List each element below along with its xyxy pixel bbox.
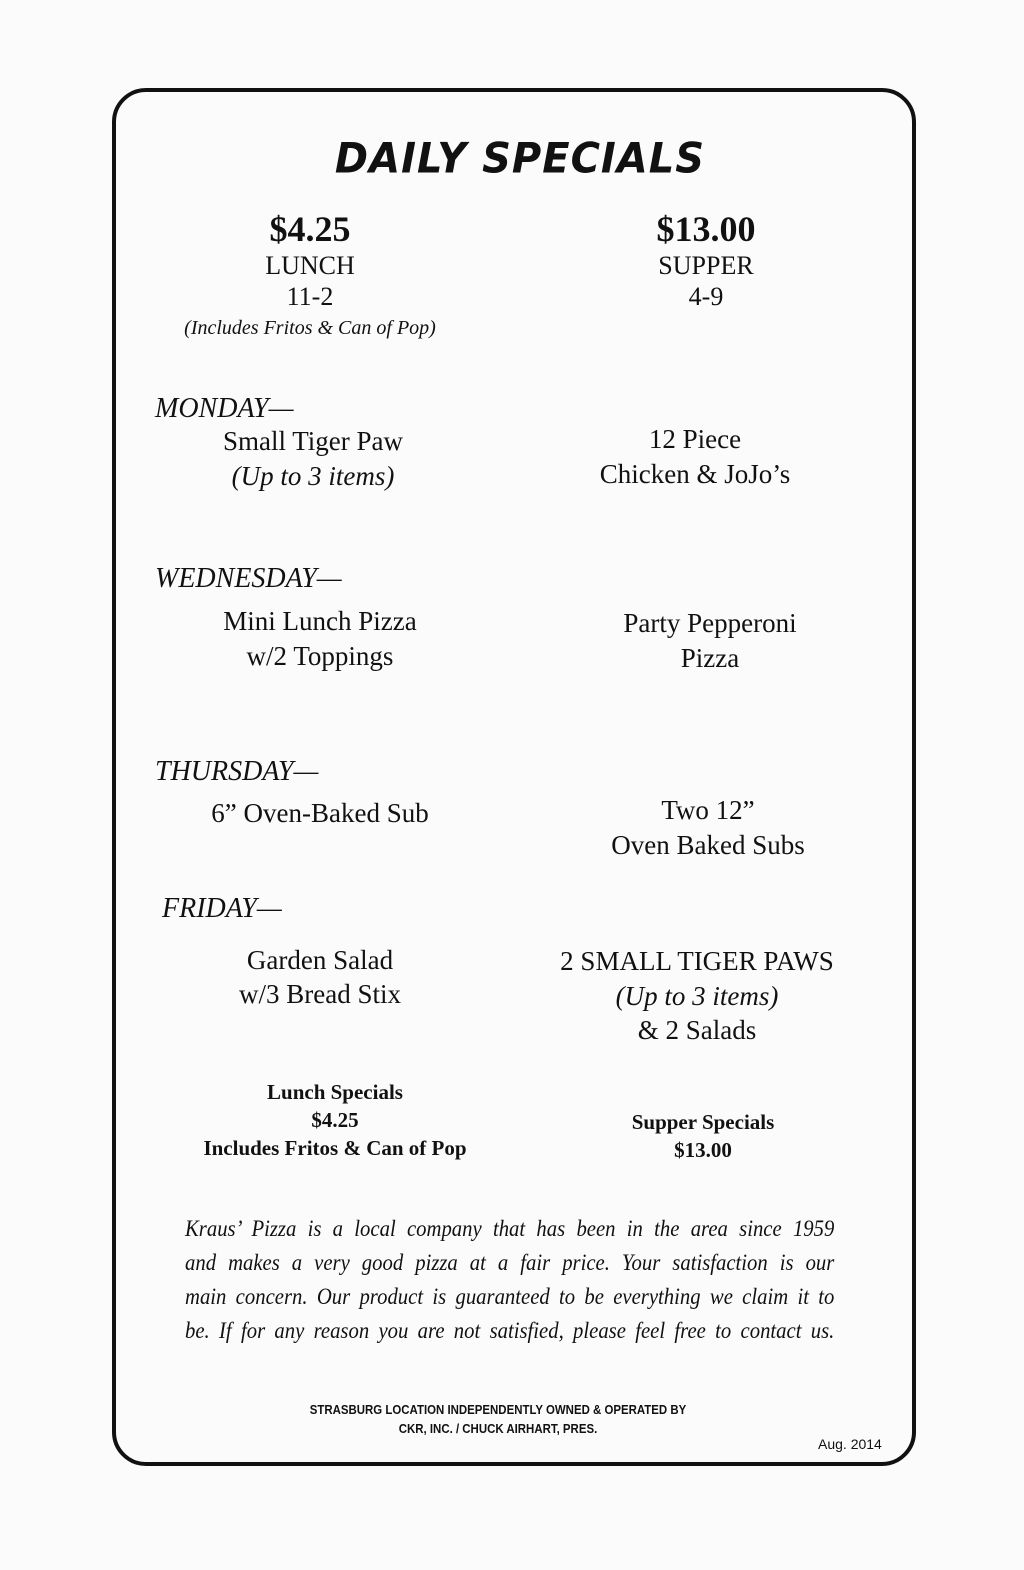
footer-line-2: CKR, INC. / CHUCK AIRHART, PRES. bbox=[398, 1421, 598, 1436]
page-title: DAILY SPECIALS bbox=[334, 134, 706, 184]
supper-summary-title: Supper Specials bbox=[631, 1110, 775, 1134]
lunch-note: (Includes Fritos & Can of Pop) bbox=[184, 317, 436, 339]
footer-line-1: STRASBURG LOCATION INDEPENDENTLY OWNED & OPERATED BY bbox=[309, 1402, 687, 1417]
supper-label: SUPPER bbox=[658, 251, 754, 280]
day-thursday: THURSDAY— bbox=[155, 756, 319, 787]
lunch-hours: 11-2 bbox=[286, 282, 334, 311]
friday-lunch: Garden Salad bbox=[246, 945, 394, 975]
revision-date: Aug. 2014 bbox=[818, 1436, 882, 1452]
friday-lunch-2: w/3 Bread Stix bbox=[239, 979, 401, 1009]
about-line: main concern. Our product is guaranteed to be everything we claim it to bbox=[185, 1284, 835, 1309]
about-line: Kraus’ Pizza is a local company that has been in the area since 1959 bbox=[185, 1216, 835, 1241]
lunch-summary-price: $4.25 bbox=[311, 1108, 359, 1132]
friday-supper-3: & 2 Salads bbox=[637, 1015, 757, 1045]
about-line: and makes a very good pizza at a fair price. Your satisfaction is our bbox=[185, 1250, 835, 1275]
monday-lunch: Small Tiger Paw bbox=[222, 426, 404, 456]
thursday-supper-2: Oven Baked Subs bbox=[611, 830, 805, 860]
thursday-supper: Two 12” bbox=[661, 795, 755, 825]
supper-price: $13.00 bbox=[656, 209, 756, 249]
supper-hours: 4-9 bbox=[688, 282, 724, 311]
thursday-lunch: 6” Oven-Baked Sub bbox=[211, 798, 429, 828]
lunch-summary-title: Lunch Specials bbox=[267, 1080, 403, 1104]
lunch-price: $4.25 bbox=[269, 209, 351, 249]
lunch-label: LUNCH bbox=[265, 251, 355, 280]
day-monday: MONDAY— bbox=[155, 393, 294, 424]
wednesday-lunch: Mini Lunch Pizza bbox=[223, 606, 417, 636]
about-line: be. If for any reason you are not satisfied, please feel free to contact us. bbox=[185, 1318, 835, 1343]
about-paragraph bbox=[185, 1212, 835, 1348]
monday-lunch-note: (Up to 3 items) bbox=[231, 461, 395, 491]
friday-supper: 2 SMALL TIGER PAWS bbox=[560, 946, 834, 976]
monday-supper: 12 Piece bbox=[648, 424, 742, 454]
lunch-summary-note: Includes Fritos & Can of Pop bbox=[203, 1136, 467, 1160]
monday-supper-2: Chicken & JoJo’s bbox=[599, 459, 791, 489]
supper-summary-price: $13.00 bbox=[674, 1138, 732, 1162]
day-wednesday: WEDNESDAY— bbox=[155, 563, 342, 594]
wednesday-supper-2: Pizza bbox=[680, 643, 740, 673]
wednesday-supper: Party Pepperoni bbox=[623, 608, 797, 638]
wednesday-lunch-2: w/2 Toppings bbox=[246, 641, 394, 671]
day-friday: FRIDAY— bbox=[162, 893, 282, 924]
friday-supper-note: (Up to 3 items) bbox=[615, 981, 779, 1011]
